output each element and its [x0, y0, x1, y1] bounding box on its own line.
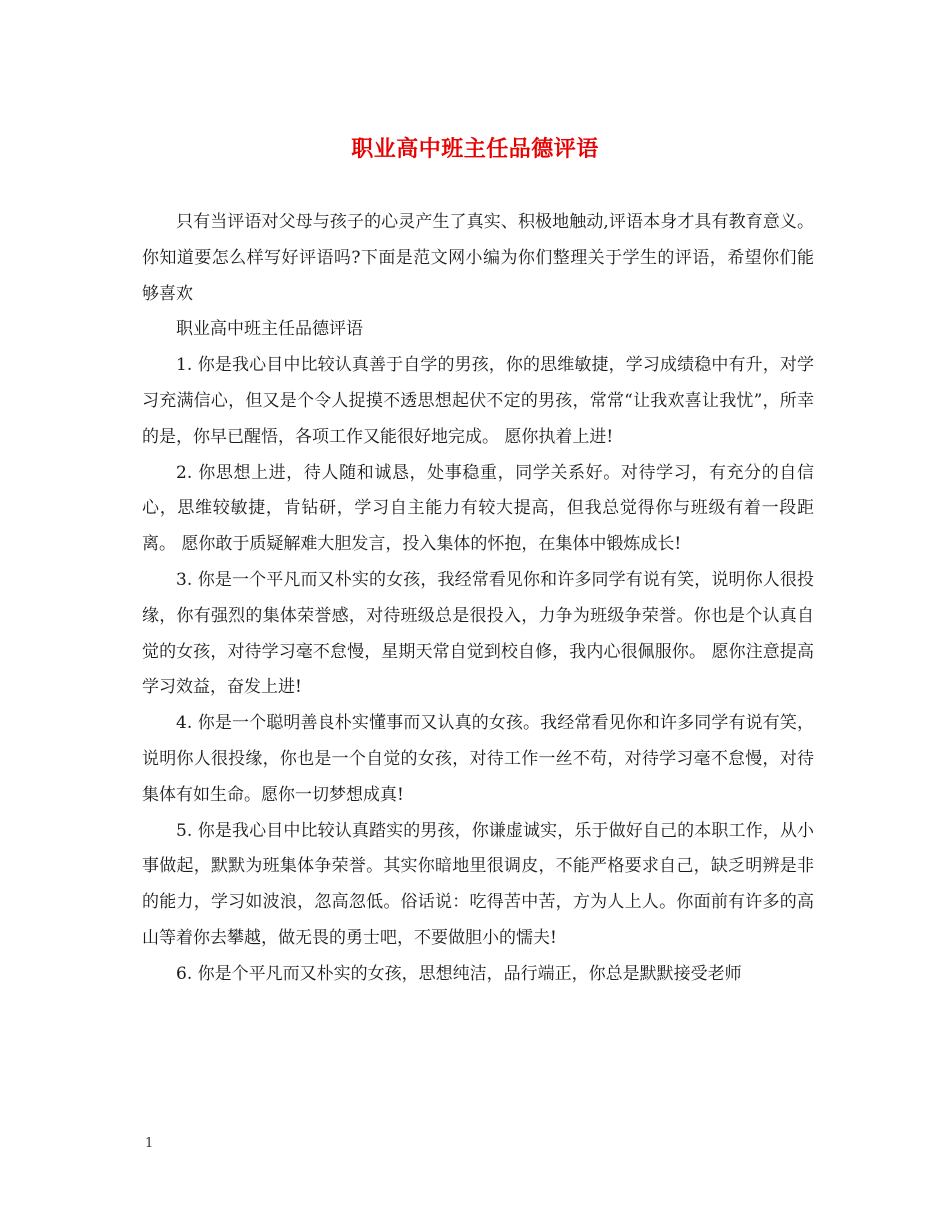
comment-paragraph-6: 6. 你是个平凡而又朴实的女孩，思想纯洁，品行端正，你总是默默接受老师 — [176, 963, 742, 984]
comment-paragraph-3: 3. 你是一个平凡而又朴实的女孩，我经常看见你和许多同学有说有笑，说明你人很投缘，你有强烈的集体荣誉感，对待班级总是很投入，力争为班级争荣誉。你也是个认真自觉的女孩，对待学习毫不怠慢，星期天常自觉到校自修，我内心很佩服你。 愿你注意提高学习效益，奋发上进! — [142, 569, 814, 698]
document-title: 职业高中班主任品德评语 — [351, 136, 599, 162]
comment-paragraph-2: 2. 你思想上进，待人随和诚恳，处事稳重，同学关系好。对待学习，有充分的自信心，思维较敏捷，肯钻研，学习自主能力有较大提高，但我总觉得你与班级有着一段距离。 愿你敢于质疑解难大胆发言，投入集体的怀抱，在集体中锻炼成长! — [142, 462, 814, 555]
comment-paragraph-5: 5. 你是我心目中比较认真踏实的男孩，你谦虚诚实，乐于做好自己的本职工作，从小事做起，默默为班集体争荣誉。其实你暗地里很调皮，不能严格要求自己，缺乏明辨是非的能力，学习如波浪，忽高忽低。俗话说：吃得苦中苦，方为人上人。你面前有许多的高山等着你去攀越，做无畏的勇士吧，不要做胆小的懦夫! — [142, 820, 814, 948]
section-heading: 职业高中班主任品德评语 — [176, 319, 363, 340]
intro-paragraph: 只有当评语对父母与孩子的心灵产生了真实、积极地触动,评语本身才具有教育意义。你知道要怎么样写好评语吗?下面是范文网小编为你们整理关于学生的评语，希望你们能够喜欢 — [142, 212, 814, 304]
document-body — [142, 205, 814, 993]
page-number: 1 — [145, 1136, 154, 1151]
comment-paragraph-1: 1. 你是我心目中比较认真善于自学的男孩，你的思维敏捷，学习成绩稳中有升，对学习充满信心，但又是个令人捉摸不透思想起伏不定的男孩，常常“让我欢喜让我忧”，所幸的是，你早已醒悟，各项工作又能很好地完成。 愿你执着上进! — [142, 355, 814, 447]
comment-paragraph-4: 4. 你是一个聪明善良朴实懂事而又认真的女孩。我经常看见你和许多同学有说有笑，说明你人很投缘，你也是一个自觉的女孩，对待工作一丝不苟，对待学习毫不怠慢，对待集体有如生命。愿你一切梦想成真! — [142, 713, 814, 805]
